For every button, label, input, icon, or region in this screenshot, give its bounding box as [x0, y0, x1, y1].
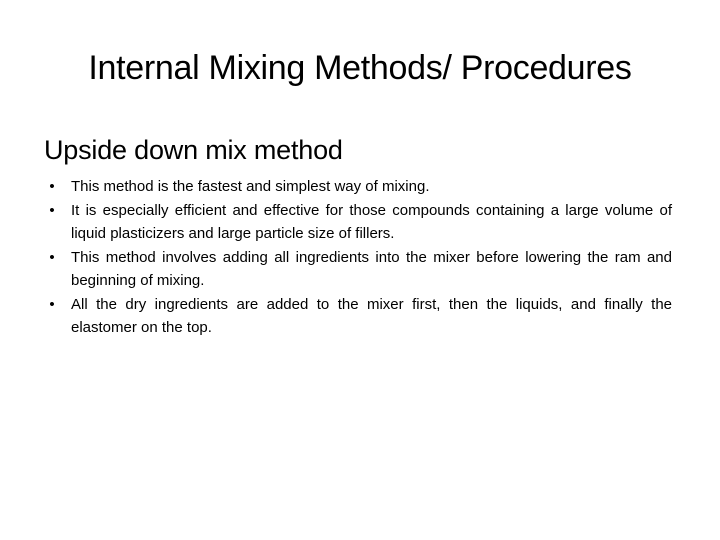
bullet-icon: • — [49, 295, 55, 313]
bullet-icon: • — [49, 178, 55, 195]
bullet-text: This method involves adding all ingredients into the mixer before lowering the ram and beginning of mixing. — [71, 248, 672, 289]
bullet-item — [44, 293, 672, 340]
bullet-list — [44, 175, 672, 340]
bullet-text: This method is the fastest and simplest way of mixing. — [71, 178, 430, 195]
bullet-icon: • — [49, 201, 55, 219]
bullet-icon: • — [49, 248, 55, 266]
slide-subtitle: Upside down mix method — [44, 135, 343, 165]
bullet-item — [44, 246, 672, 293]
bullet-item — [44, 199, 672, 246]
bullet-text: All the dry ingredients are added to the mixer first, then the liquids, and finally the elastomer on the top. — [71, 295, 672, 336]
bullet-item — [44, 175, 672, 199]
bullet-text: It is especially efficient and effective for those compounds containing a large volume of liquid plasticizers and large particle size of fillers. — [71, 201, 672, 242]
slide-title: Internal Mixing Methods/ Procedures — [88, 49, 632, 87]
